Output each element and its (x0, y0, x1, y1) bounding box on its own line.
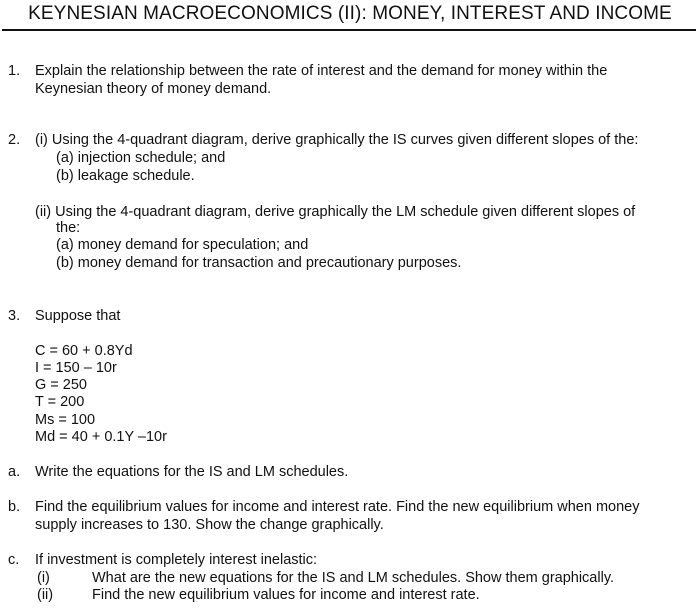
question-3a-text: Write the equations for the IS and LM schedules. (35, 464, 349, 480)
equation-government: G = 250 (35, 377, 87, 393)
equation-money-demand: Md = 40 + 0.1Y –10r (35, 429, 167, 445)
question-2-part-ii-b: (b) money demand for transaction and precautionary purposes. (56, 255, 462, 271)
question-3b-line-2: supply increases to 130. Show the change graphically. (35, 517, 384, 533)
equation-taxes: T = 200 (35, 394, 85, 410)
question-2-part-i-b: (b) leakage schedule. (56, 168, 195, 184)
question-3a-label: a. (8, 464, 21, 480)
question-3c-i-text: What are the new equations for the IS and LM schedules. Show them graphically. (92, 570, 615, 586)
title-underline (2, 29, 696, 31)
question-3c-text: If investment is completely interest inelastic: (35, 552, 318, 568)
question-1-number: 1. (8, 63, 21, 79)
question-3c-ii-text: Find the new equilibrium values for income and interest rate. (92, 587, 480, 603)
question-3c-i-label: (i) (37, 570, 50, 586)
question-3b-line-1: Find the equilibrium values for income and interest rate. Find the new equilibrium when money (35, 499, 640, 515)
question-3c-ii-label: (ii) (37, 587, 54, 603)
page-title: KEYNESIAN MACROECONOMICS (II): MONEY, INTEREST AND INCOME (28, 3, 672, 24)
question-2-part-ii-a: (a) money demand for speculation; and (56, 237, 309, 253)
question-3-number: 3. (8, 308, 21, 324)
question-2-part-i-a: (a) injection schedule; and (56, 150, 226, 166)
question-3c-label: c. (8, 552, 20, 568)
question-3-intro: Suppose that (35, 308, 121, 324)
equation-money-supply: Ms = 100 (35, 412, 96, 428)
question-2-part-ii-line-2: the: (56, 220, 81, 236)
question-3b-label: b. (8, 499, 21, 515)
question-2-part-ii-line-1: (ii) Using the 4-quadrant diagram, derive graphically the LM schedule given different slopes of (35, 204, 636, 220)
question-1-line-2: Keynesian theory of money demand. (35, 81, 272, 97)
question-2-number: 2. (8, 132, 21, 148)
question-1-line-1: Explain the relationship between the rate of interest and the demand for money within the (35, 63, 608, 79)
equation-investment: I = 150 – 10r (35, 360, 117, 376)
question-2-part-i: (i) Using the 4-quadrant diagram, derive graphically the IS curves given different slopes of the: (35, 132, 639, 148)
equation-consumption: C = 60 + 0.8Yd (35, 343, 133, 359)
